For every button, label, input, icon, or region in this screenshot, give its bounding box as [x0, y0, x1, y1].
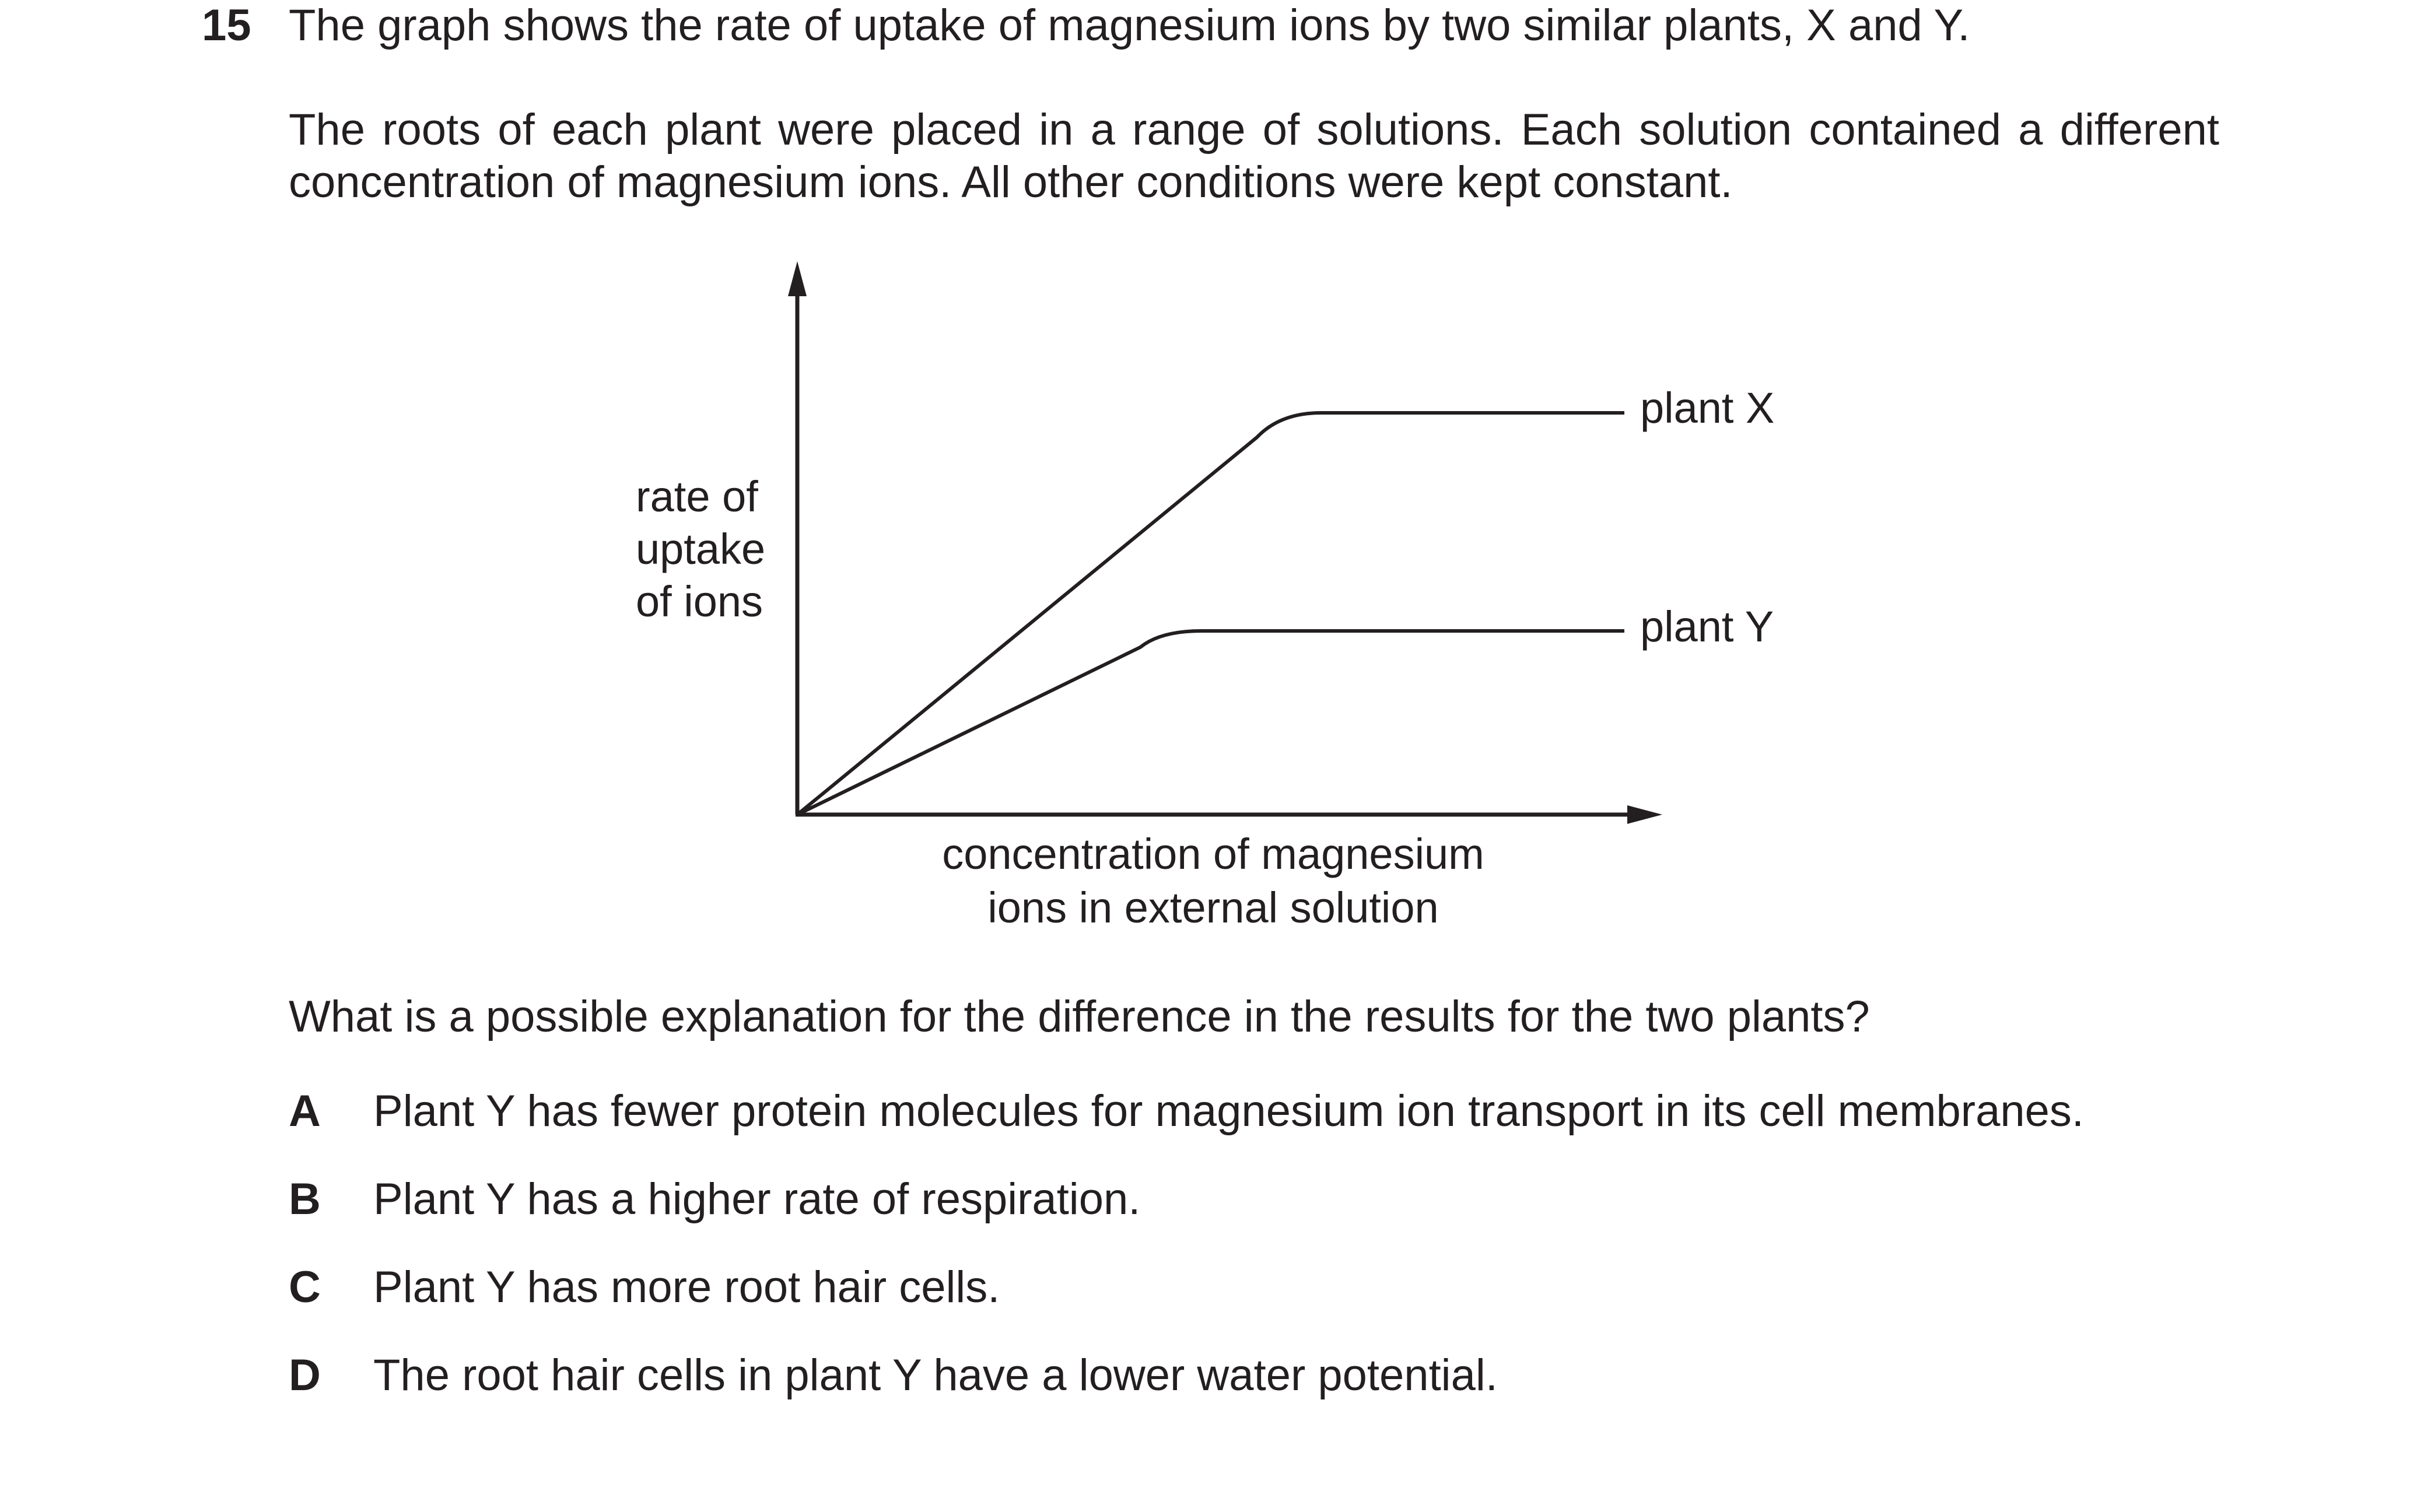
- question-prompt: What is a possible explanation for the difference in the results for the two plants?: [289, 992, 1870, 1041]
- label-plant-x: plant X: [1640, 384, 1775, 432]
- question-stem: The graph shows the rate of uptake of magnesium ions by two similar plants, X and Y.: [289, 1, 1970, 50]
- option-b-text: Plant Y has a higher rate of respiration.: [373, 1174, 1141, 1224]
- y-axis-arrow-icon: [788, 261, 807, 296]
- x-axis-label-line-1: concentration of magnesium: [942, 830, 1484, 878]
- option-a-text: Plant Y has fewer protein molecules for magnesium ion transport in its cell membranes.: [373, 1086, 2085, 1136]
- option-a-letter: A: [289, 1086, 321, 1136]
- option-c-letter: C: [289, 1262, 321, 1312]
- label-plant-y: plant Y: [1640, 602, 1774, 651]
- y-axis-label-line-3: of ions: [636, 577, 763, 626]
- option-d-letter: D: [289, 1350, 321, 1400]
- option-c-text: Plant Y has more root hair cells.: [373, 1262, 1000, 1312]
- curve-plant-y: [797, 631, 1624, 815]
- x-axis-arrow-icon: [1627, 805, 1662, 824]
- option-d-text: The root hair cells in plant Y have a lower water potential.: [373, 1350, 1498, 1400]
- option-b-letter: B: [289, 1174, 321, 1224]
- question-number: 15: [202, 1, 251, 50]
- y-axis-label-line-1: rate of: [636, 472, 758, 521]
- question-intro: The roots of each plant were placed in a range of solutions. Each solution contained a different concentration of magnesium ions. All other conditions were kept constant.: [289, 105, 2219, 207]
- y-axis-label-line-2: uptake: [636, 525, 766, 573]
- x-axis-label-line-2: ions in external solution: [987, 883, 1439, 932]
